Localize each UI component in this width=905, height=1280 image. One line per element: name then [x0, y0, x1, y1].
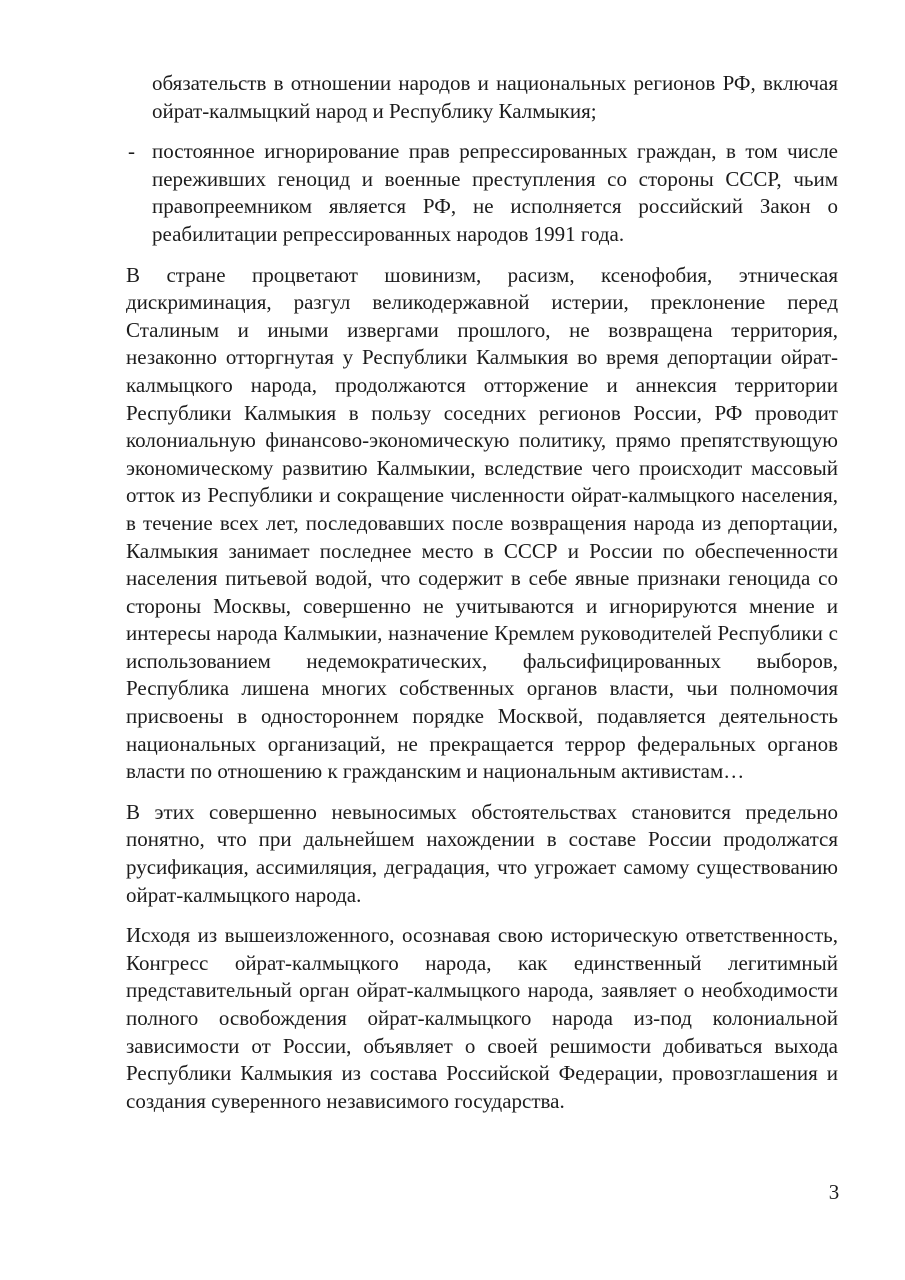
document-body — [126, 70, 838, 1128]
paragraph: В стране процветают шовинизм, расизм, ксенофобия, этническая дискриминация, разгул великодержавной истерии, преклонение перед Сталиным и иными извергами прошлого, не возвращена территория, незаконно отторгнутая у Республики Калмыкия во время депортации ойрат-калмыцкого народа, продолжаются отторжение и аннексия территории Республики Калмыкия в пользу соседних регионов России, РФ проводит колониальную финансово-экономическую политику, прямо препятствующую экономическому развитию Калмыкии, вследствие чего происходит массовый отток из Республики и сокращение численности ойрат-калмыцкого населения, в течение всех лет, последовавших после возвращения народа из депортации, Калмыкия занимает последнее место в СССР и России по обеспеченности населения питьевой водой, что содержит в себе явные признаки геноцида со стороны Москвы, совершенно не учитываются и игнорируются мнение и интересы народа Калмыкии, назначение Кремлем руководителей Республики с использованием недемократических, фальсифицированных выборов, Республика лишена многих собственных органов власти, чьи полномочия присвоены в одностороннем порядке Москвой, подавляется деятельность национальных организаций, не прекращается террор федеральных органов власти по отношению к гражданским и национальным активистам… — [126, 262, 838, 784]
list-item-text: постоянное игнорирование прав репрессированных граждан, в том числе переживших геноцид и военные преступления со стороны СССР, чьим правопреемником является РФ, не исполняется российский Закон о реабилитации репрессированных народов 1991 года. — [152, 139, 838, 246]
list-item — [126, 138, 838, 248]
list-item — [126, 70, 838, 125]
list-item-text: обязательств в отношении народов и национальных регионов РФ, включая ойрат-калмыцкий народ и Республику Калмыкия; — [152, 71, 838, 123]
list-marker: - — [128, 139, 135, 164]
page-number: 3 — [828, 1180, 840, 1204]
paragraph: В этих совершенно невыносимых обстоятельствах становится предельно понятно, что при дальнейшем нахождении в составе России продолжатся русификация, ассимиляция, деградация, что угрожает самому существованию ойрат-калмыцкого народа. — [126, 799, 838, 907]
paragraph: Исходя из вышеизложенного, осознавая свою историческую ответственность, Конгресс ойрат-калмыцкого народа, как единственный легитимный представительный орган ойрат-калмыцкого народа, заявляет о необходимости полного освобождения ойрат-калмыцкого народа из-под колониальной зависимости от России, объявляет о своей решимости добиваться выхода Республики Калмыкия из состава Российской Федерации, провозглашения и создания суверенного независимого государства. — [126, 923, 838, 1113]
